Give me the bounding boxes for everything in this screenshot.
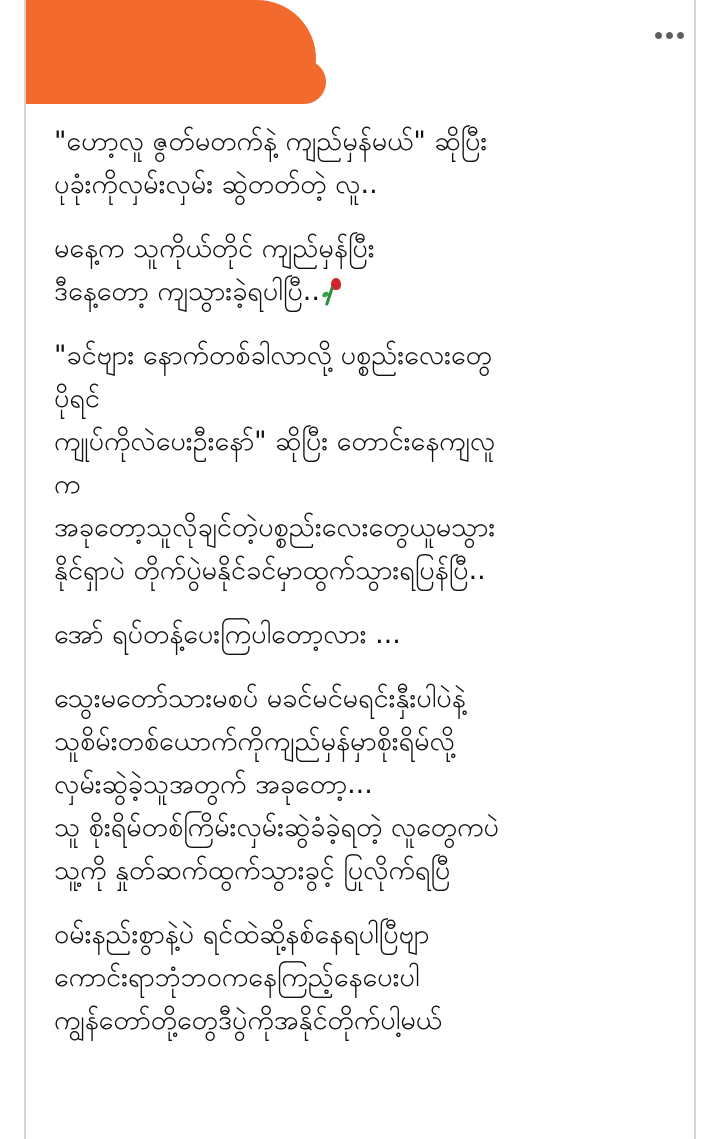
post-line: အခုတော့သူလိုချင်တဲ့ပစ္စည်းလေးတွေယူမသွား bbox=[54, 512, 496, 543]
post-paragraph bbox=[54, 227, 686, 313]
more-horizontal-icon bbox=[655, 32, 684, 39]
post-paragraph bbox=[54, 913, 686, 1042]
more-options-button[interactable] bbox=[644, 20, 694, 50]
post-line bbox=[54, 270, 686, 313]
post-line: နိုင်ရှာပဲ တိုက်ပွဲမနိုင်ခင်မှာထွက်သွားရပြန်ပြီ.. bbox=[54, 555, 486, 586]
post-line: သူ စိုးရိမ်တစ်ကြိမ်းလှမ်းဆွဲခံခဲ့ရတဲ့ လူတွေကပဲ bbox=[54, 812, 499, 843]
post-body bbox=[54, 120, 686, 1063]
wilted-rose-icon bbox=[322, 276, 342, 306]
post-line: ပိုရင် bbox=[54, 383, 100, 414]
post-line: ကောင်းရာဘုံဘဝကနေကြည့်နေပေးပါ bbox=[54, 962, 420, 993]
post-line: လှမ်းဆွဲခဲ့သူအတွက် အခုတော့... bbox=[54, 769, 373, 800]
post-line: မနေ့က သူကိုယ်တိုင် ကျည်မှန်ပြီး bbox=[54, 233, 375, 264]
post-paragraph bbox=[54, 334, 686, 592]
redacted-author-area-lower bbox=[26, 60, 326, 104]
post-line: အော် ရပ်တန့်ပေးကြပါတော့လား ... bbox=[54, 619, 401, 650]
post-line: ပုခုံးကိုလှမ်းလှမ်း ဆွဲတတ်တဲ့ လူ.. bbox=[54, 169, 378, 200]
dot bbox=[666, 32, 673, 39]
post-paragraph bbox=[54, 613, 686, 656]
dot bbox=[655, 32, 662, 39]
post-line: က bbox=[54, 469, 81, 500]
post-line: သွေးမတော်သားမစပ် မခင်မင်မရင်းနှီးပါပဲနဲ့ bbox=[54, 683, 466, 714]
post-line: ဝမ်းနည်းစွာနဲ့ပဲ ရင်ထဲဆို့နစ်နေရပါပြီဗျာ bbox=[54, 919, 430, 950]
post-line-text: ဒီနေ့တော့ ကျသွားခဲ့ရပါပြီ.. bbox=[54, 276, 320, 307]
post-paragraph bbox=[54, 120, 686, 206]
post-line: "ဟော့လူ ဇွတ်မတက်နဲ့ ကျည်မှန်မယ်" ဆိုပြီး bbox=[54, 126, 488, 157]
post-line: သူ့ကို နှုတ်ဆက်ထွက်သွားခွင့် ပြုလိုက်ရပြီ bbox=[54, 855, 451, 886]
post-line: သူစိမ်းတစ်ယောက်ကိုကျည်မှန်မှာစိုးရိမ်လို့ bbox=[54, 726, 455, 757]
dot bbox=[677, 32, 684, 39]
post-line: ကျုပ်ကိုလဲပေးဦးနော်" ဆိုပြီး တောင်းနေကျလူ bbox=[54, 426, 496, 457]
post-line: "ခင်ဗျား နောက်တစ်ခါလာလို့ ပစ္စည်းလေးတွေ bbox=[54, 340, 492, 371]
post-line: ကျွန်တော်တို့တွေဒီပွဲကိုအနိုင်တိုက်ပါ့မယ် bbox=[54, 1005, 442, 1036]
post-paragraph bbox=[54, 677, 686, 892]
